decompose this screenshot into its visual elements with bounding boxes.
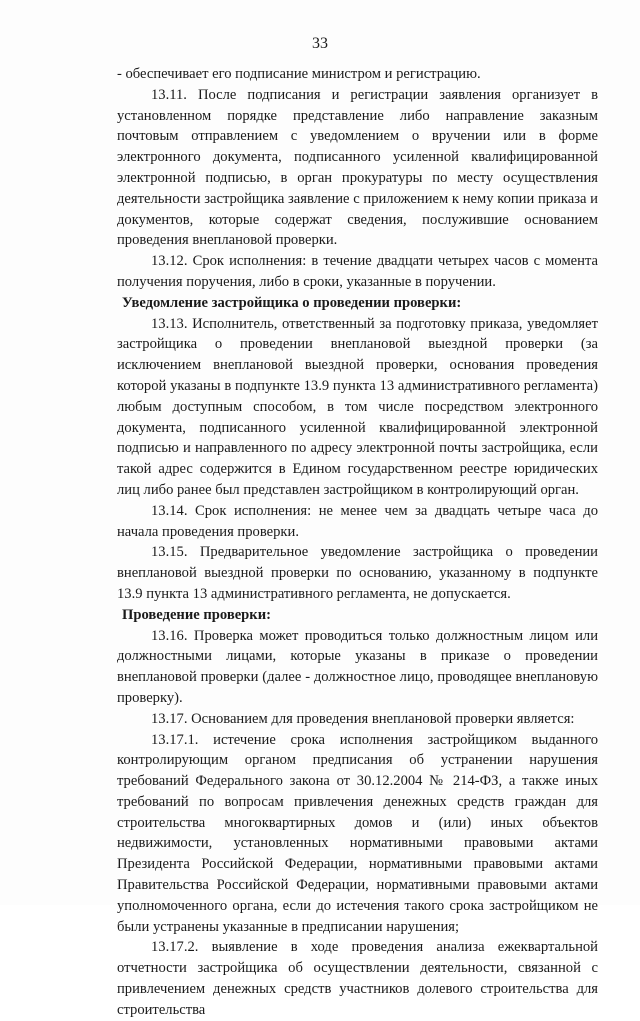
paragraph-13-14: 13.14. Срок исполнения: не менее чем за двадцать четыре часа до начала проведения проверки. <box>117 502 598 540</box>
paragraph-13-15: 13.15. Предварительное уведомление застройщика о проведении внеплановой выездной проверки по основанию, указанному в подпункте 13.9 пункта 13 административного регламента, не допускается. <box>117 544 598 602</box>
paragraph-13-16: 13.16. Проверка может проводиться только должностным лицом или должностными лицами, которые указаны в приказе о проведении внеплановой проверки (далее - должностное лицо, проводящее внеплановую проверку). <box>117 627 598 706</box>
paragraph-13-17-2: 13.17.2. выявление в ходе проведения анализа ежеквартальной отчетности застройщика об осуществлении деятельности, связанной с привлечением денежных средств участников долевого строительства для строительства <box>117 939 598 1018</box>
paragraph-13-17: 13.17. Основанием для проведения внеплановой проверки является: <box>151 710 575 727</box>
section-heading-notification: Уведомление застройщика о проведении проверки: <box>122 294 462 311</box>
page-number: 33 <box>312 35 328 52</box>
paragraph-13-13: 13.13. Исполнитель, ответственный за подготовку приказа, уведомляет застройщика о проведении внеплановой выездной проверки (за исключением внеплановой выездной проверки, основания проведения которой указаны в подпункте 13.9 пункта 13 административного регламента) любым доступным способом, в том числе посредством электронного документа, подписанного усиленной квалифицированной электронной подписью и направленного по адресу электронной почты застройщика, если такой адрес содержится в Едином государственном реестре юридических лиц либо ранее был представлен застройщиком в контролирующий орган. <box>117 315 598 498</box>
paragraph-intro: - обеспечивает его подписание министром и регистрацию. <box>117 66 481 82</box>
paragraph-13-12: 13.12. Срок исполнения: в течение двадцати четырех часов с момента получения поручения, либо в сроки, указанные в поручении. <box>117 253 598 290</box>
paragraph-13-17-1: 13.17.1. истечение срока исполнения застройщиком выданного контролирующим органом предписания об устранении нарушения требований Федерального закона от 30.12.2004 № 214-ФЗ, а также иных требований по вопросам привлечения денежных средств граждан для строительства многоквартирных домов и (или) иных объектов недвижимости, установленных нормативными правовыми актами Президента Российской Федерации, нормативными правовыми актами Правительства Российской Федерации, нормативными правовыми актами уполномоченного органа, если до истечения такого срока застройщиком не были устранены указанные в предписании нарушения; <box>117 731 598 935</box>
document-body <box>117 64 598 1021</box>
paragraph-13-11: 13.11. После подписания и регистрации заявления организует в установленном порядке представление либо направление заказным почтовым отправлением с уведомлением о вручении или в форме электронного документа, подписанного усиленной квалифицированной электронной подписью, в орган прокуратуры по месту осуществления деятельности застройщика заявление с приложением к нему копии приказа и документов, которые содержат сведения, послужившие основанием проведения внеплановой проверки. <box>117 86 598 249</box>
section-heading-inspection: Проведение проверки: <box>122 606 271 623</box>
